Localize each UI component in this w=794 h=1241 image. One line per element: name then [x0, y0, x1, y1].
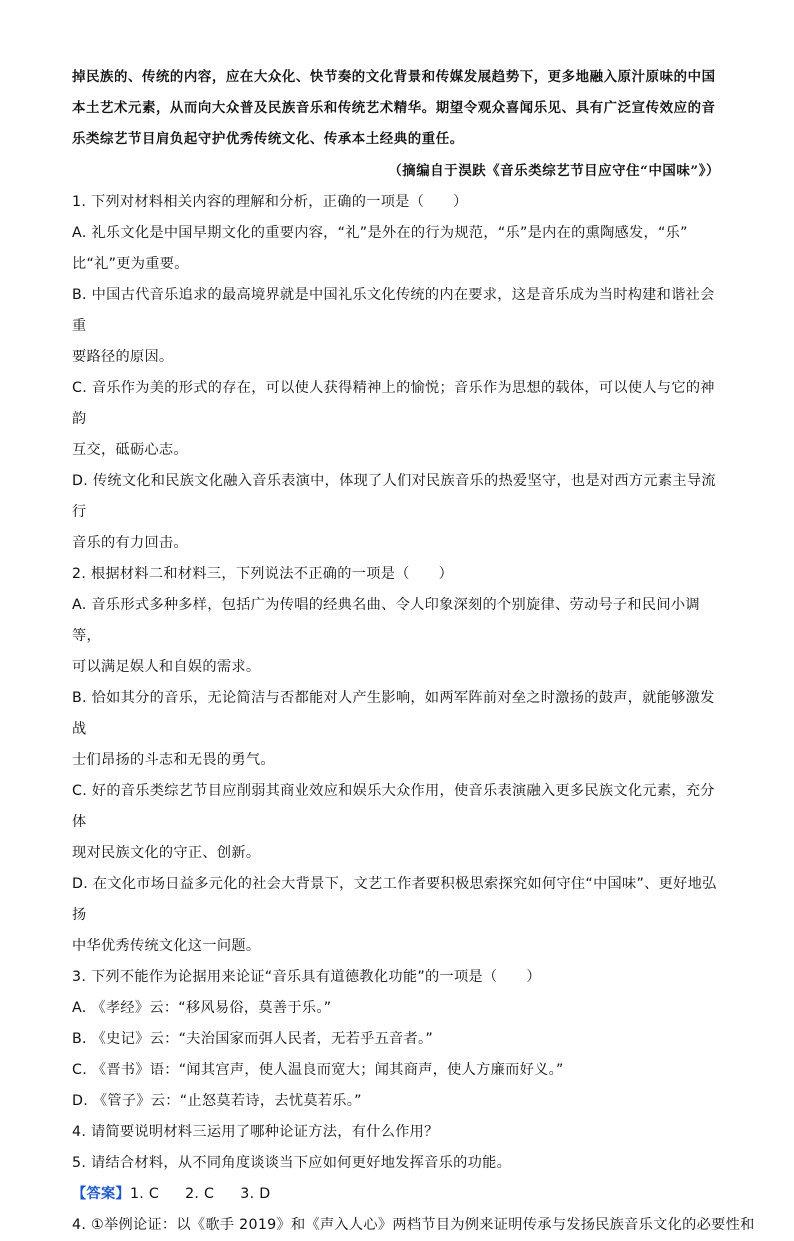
answer-2: 2. C: [185, 1186, 215, 1202]
q3-option-d: D. 《管子》云：“止怒莫若诗，去忧莫若乐。”: [72, 1093, 362, 1109]
document-page: [72, 62, 755, 1241]
answer-4-line: 4. ①举例论证：以《歌手 2019》和《声入人心》两档节目为例来证明传承与发扬民族音乐文化的必要性和: [72, 1217, 755, 1233]
answer-tag: 【答案】: [72, 1186, 130, 1202]
answer-3: 3. D: [240, 1186, 271, 1202]
question-1-stem: 1. 下列对材料相关内容的理解和分析，正确的一项是（ ）: [72, 194, 468, 210]
passage-line: 本土艺术元素，从而向大众普及民族音乐和传统艺术精华。期望令观众喜闻乐见、具有广泛宣传效应的音: [72, 100, 716, 116]
source-citation: （摘编自于淏趺《音乐类综艺节目应守住“中国味”》）: [388, 163, 720, 179]
answer-1: 1. C: [129, 1186, 160, 1202]
question-list: [72, 187, 755, 1241]
q2-option-d-cont: 中华优秀传统文化这一问题。: [72, 938, 261, 954]
passage-line: 乐类综艺节目肩负起守护优秀传统文化、传承本土经典的重任。: [72, 131, 464, 147]
question-4-stem: 4. 请简要说明材料三运用了哪种论证方法，有什么作用？: [72, 1124, 439, 1140]
q2-option-c: C. 好的音乐类综艺节目应削弱其商业效应和娱乐大众作用，使音乐表演融入更多民族文化元素，充分体: [72, 783, 715, 830]
q2-option-b: B. 恰如其分的音乐，无论简洁与否都能对人产生影响，如两军阵前对垒之时激扬的鼓声，就能够激发战: [72, 690, 715, 737]
q1-option-b-cont: 要路径的原因。: [72, 349, 174, 365]
q1-option-c: C. 音乐作为美的形式的存在，可以使人获得精神上的愉悦；音乐作为思想的载体，可以使人与它的神韵: [72, 380, 715, 427]
passage-line: 掉民族的、传统的内容，应在大众化、快节奏的文化背景和传媒发展趋势下，更多地融入原汁原味的中国: [72, 69, 716, 85]
question-3-stem: 3. 下列不能作为论据用来论证“音乐具有道德教化功能”的一项是（ ）: [72, 969, 541, 985]
question-5-stem: 5. 请结合材料，从不同角度谈谈当下应如何更好地发挥音乐的功能。: [72, 1155, 512, 1171]
q2-option-a-cont: 可以满足娱人和自娱的需求。: [72, 659, 261, 675]
q1-option-c-cont: 互交，砥砺心志。: [72, 442, 188, 458]
passage-excerpt: [72, 62, 724, 187]
q1-option-b: B. 中国古代音乐追求的最高境界就是中国礼乐文化传统的内在要求，这是音乐成为当时构建和谐社会重: [72, 287, 715, 334]
q3-option-c: C. 《晋书》语：“闻其宫声，使人温良而宽大；闻其商声，使人方廉而好义。”: [72, 1062, 564, 1078]
q2-option-c-cont: 现对民族文化的守正、创新。: [72, 845, 261, 861]
q3-option-b: B. 《史记》云：“夫治国家而弭人民者，无若乎五音者。”: [72, 1031, 434, 1047]
q1-option-a: A. 礼乐文化是中国早期文化的重要内容，“礼”是外在的行为规范，“乐”是内在的熏陶感发，“乐”: [72, 225, 688, 241]
q1-option-a-cont: 比“礼”更为重要。: [72, 256, 189, 272]
q1-option-d: D. 传统文化和民族文化融入音乐表演中，体现了人们对民族音乐的热爱坚守，也是对西方元素主导流行: [72, 473, 716, 520]
q2-option-a: A. 音乐形式多种多样，包括广为传唱的经典名曲、令人印象深刻的个别旋律、劳动号子和民间小调等，: [72, 597, 700, 644]
q2-option-d: D. 在文化市场日益多元化的社会大背景下，文艺工作者要积极思索探究如何守住“中国味”、更好地弘扬: [72, 876, 717, 923]
question-2-stem: 2. 根据材料二和材料三，下列说法不正确的一项是（ ）: [72, 566, 454, 582]
answer-line: [72, 1179, 724, 1210]
q1-option-d-cont: 音乐的有力回击。: [72, 535, 188, 551]
q3-option-a: A. 《孝经》云：“移风易俗，莫善于乐。”: [72, 1000, 332, 1016]
q2-option-b-cont: 士们昂扬的斗志和无畏的勇气。: [72, 752, 275, 768]
